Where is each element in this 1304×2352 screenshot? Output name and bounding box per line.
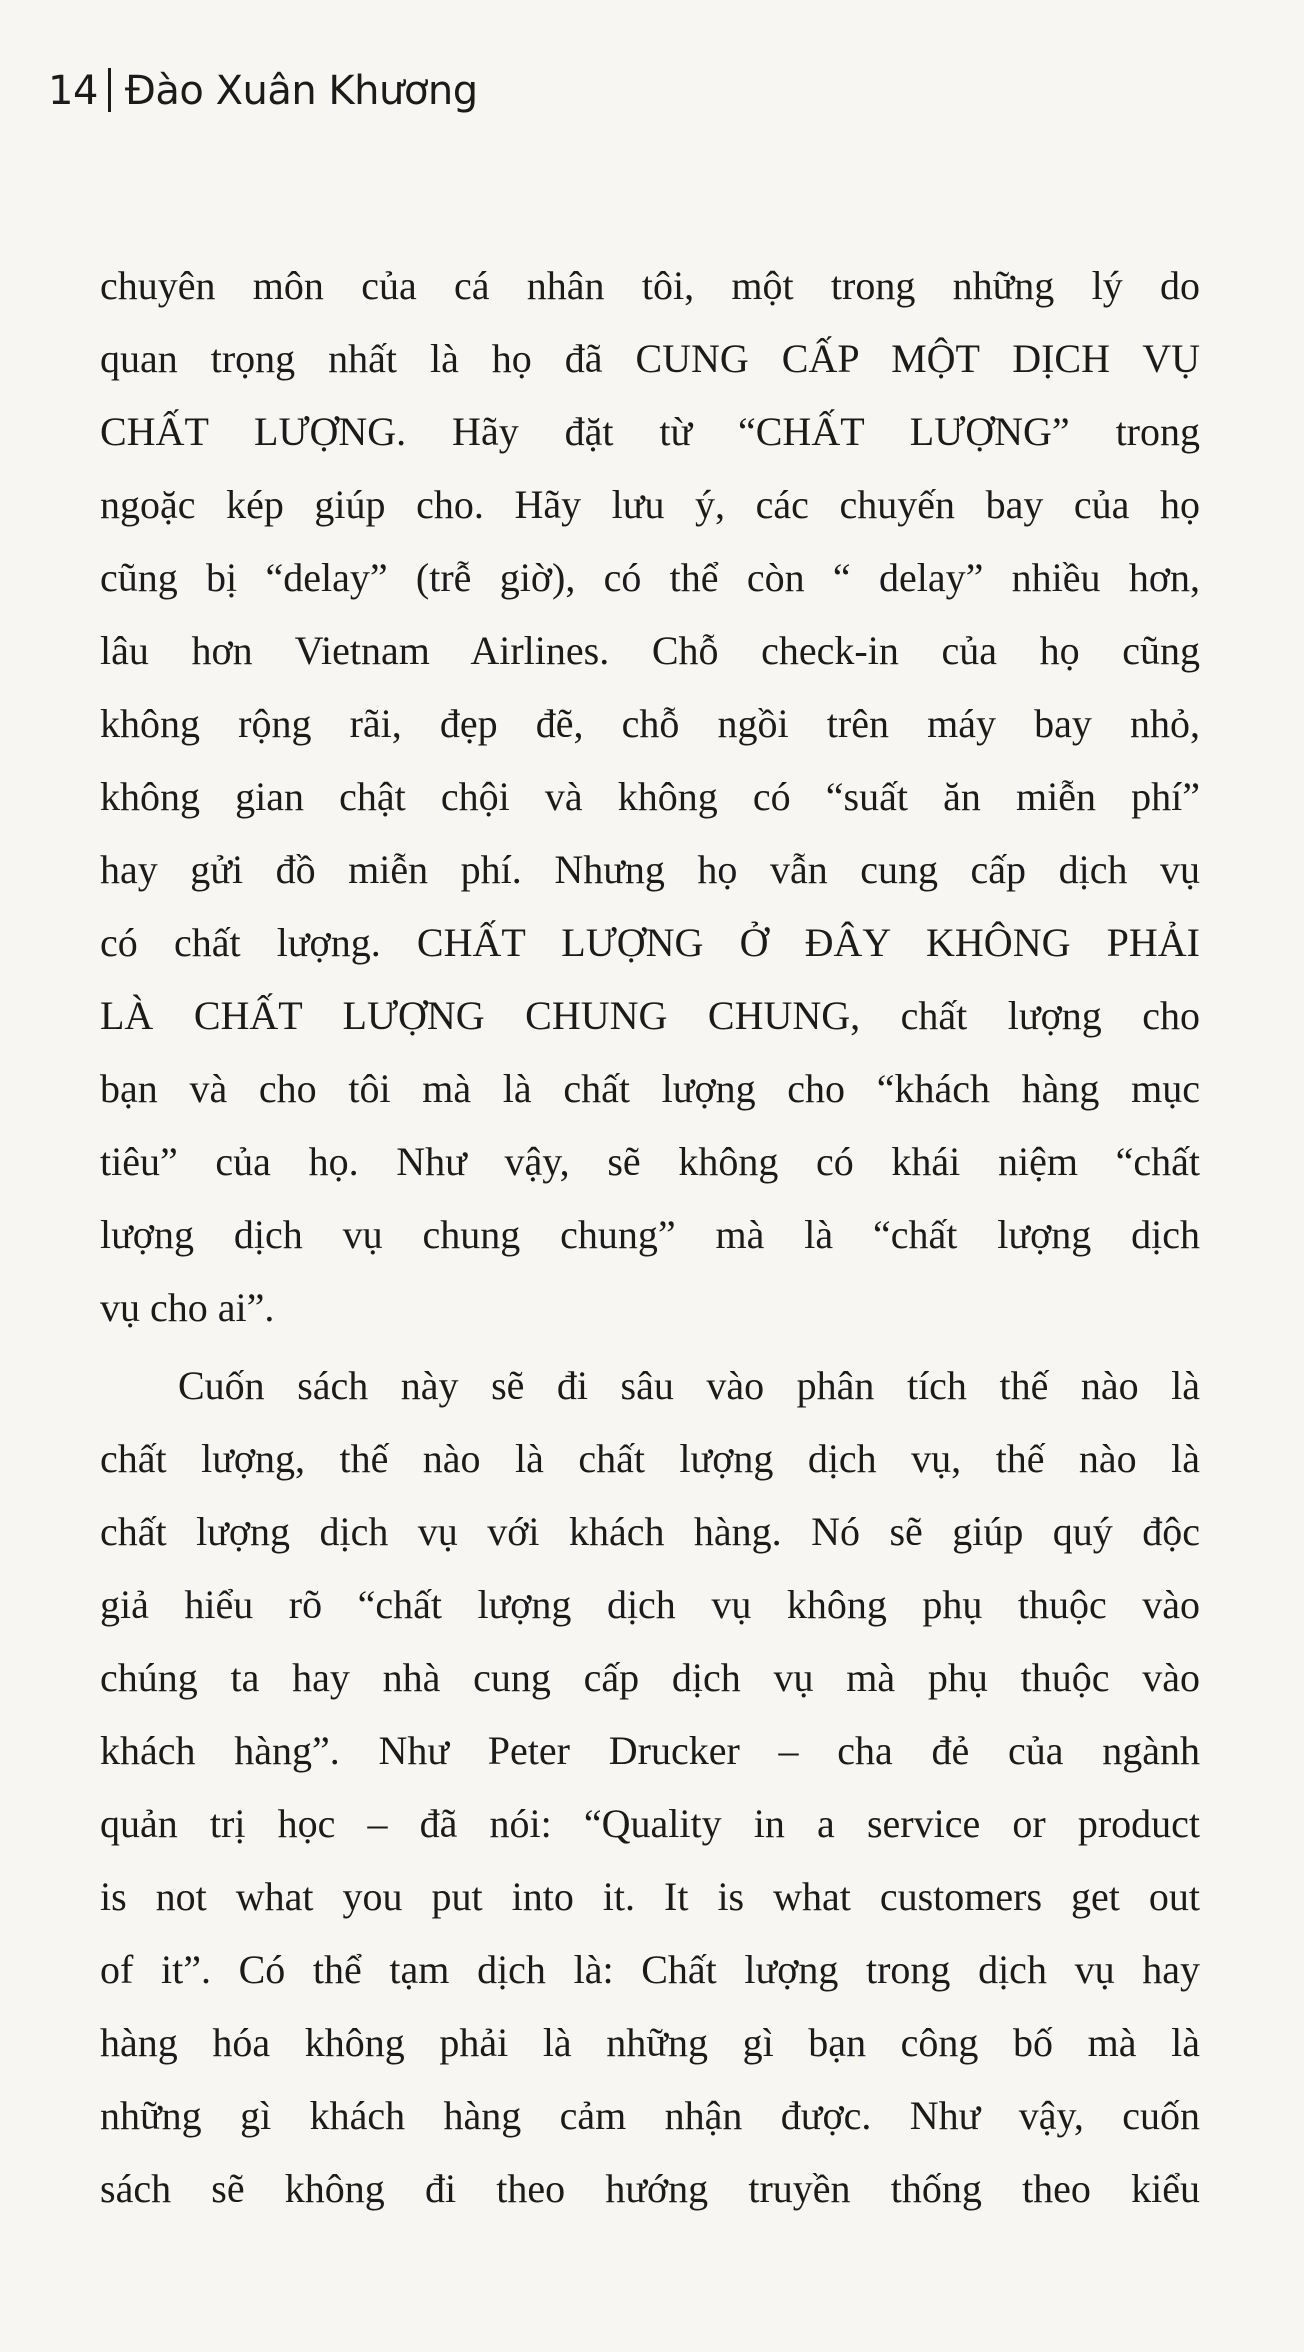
text-line: lượng dịch vụ chung chung” mà là “chất lượng dịch — [100, 1212, 1200, 1257]
text-line: quản trị học – đã nói: “Quality in a service or product — [100, 1801, 1200, 1846]
text-line: ngoặc kép giúp cho. Hãy lưu ý, các chuyến bay của họ — [100, 482, 1200, 527]
text-line: sách sẽ không đi theo hướng truyền thống theo kiểu — [100, 2166, 1200, 2211]
text-line: lâu hơn Vietnam Airlines. Chỗ check-in của họ cũng — [100, 628, 1200, 673]
running-header — [48, 68, 478, 112]
text-line: LÀ CHẤT LƯỢNG CHUNG CHUNG, chất lượng cho — [100, 993, 1200, 1038]
text-line: bạn và cho tôi mà là chất lượng cho “khách hàng mục — [100, 1066, 1200, 1111]
text-line: tiêu” của họ. Như vậy, sẽ không có khái niệm “chất — [100, 1139, 1200, 1184]
text-line: chất lượng, thế nào là chất lượng dịch vụ, thế nào là — [100, 1436, 1200, 1481]
text-line: Cuốn sách này sẽ đi sâu vào phân tích thế nào là — [178, 1363, 1200, 1408]
text-line: cũng bị “delay” (trễ giờ), có thể còn “ delay” nhiều hơn, — [100, 555, 1200, 600]
text-line: chuyên môn của cá nhân tôi, một trong những lý do — [100, 263, 1200, 308]
text-line: có chất lượng. CHẤT LƯỢNG Ở ĐÂY KHÔNG PHẢI — [100, 920, 1200, 965]
text-line: vụ cho ai”. — [100, 1285, 275, 1330]
text-line: CHẤT LƯỢNG. Hãy đặt từ “CHẤT LƯỢNG” trong — [100, 409, 1200, 454]
text-line: giả hiểu rõ “chất lượng dịch vụ không phụ thuộc vào — [100, 1582, 1200, 1627]
text-line: hay gửi đồ miễn phí. Nhưng họ vẫn cung cấp dịch vụ — [100, 847, 1200, 892]
page-number: 14 — [48, 68, 98, 114]
text-line: không gian chật chội và không có “suất ăn miễn phí” — [100, 774, 1200, 819]
text-line: quan trọng nhất là họ đã CUNG CẤP MỘT DỊCH VỤ — [100, 336, 1200, 381]
paragraph-1 — [100, 249, 1200, 1344]
text-line: không rộng rãi, đẹp đẽ, chỗ ngồi trên máy bay nhỏ, — [100, 701, 1200, 746]
text-line: khách hàng”. Như Peter Drucker – cha đẻ của ngành — [100, 1728, 1200, 1773]
text-line: is not what you put into it. It is what customers get out — [100, 1874, 1200, 1919]
text-line: of it”. Có thể tạm dịch là: Chất lượng trong dịch vụ hay — [100, 1947, 1200, 1992]
header-divider — [108, 68, 111, 112]
paragraph-2 — [100, 1349, 1200, 2225]
text-line: những gì khách hàng cảm nhận được. Như vậy, cuốn — [100, 2093, 1200, 2138]
text-line: hàng hóa không phải là những gì bạn công bố mà là — [100, 2020, 1200, 2065]
text-line: chúng ta hay nhà cung cấp dịch vụ mà phụ thuộc vào — [100, 1655, 1200, 1700]
author-name: Đào Xuân Khương — [124, 68, 478, 114]
text-line: chất lượng dịch vụ với khách hàng. Nó sẽ giúp quý độc — [100, 1509, 1200, 1554]
